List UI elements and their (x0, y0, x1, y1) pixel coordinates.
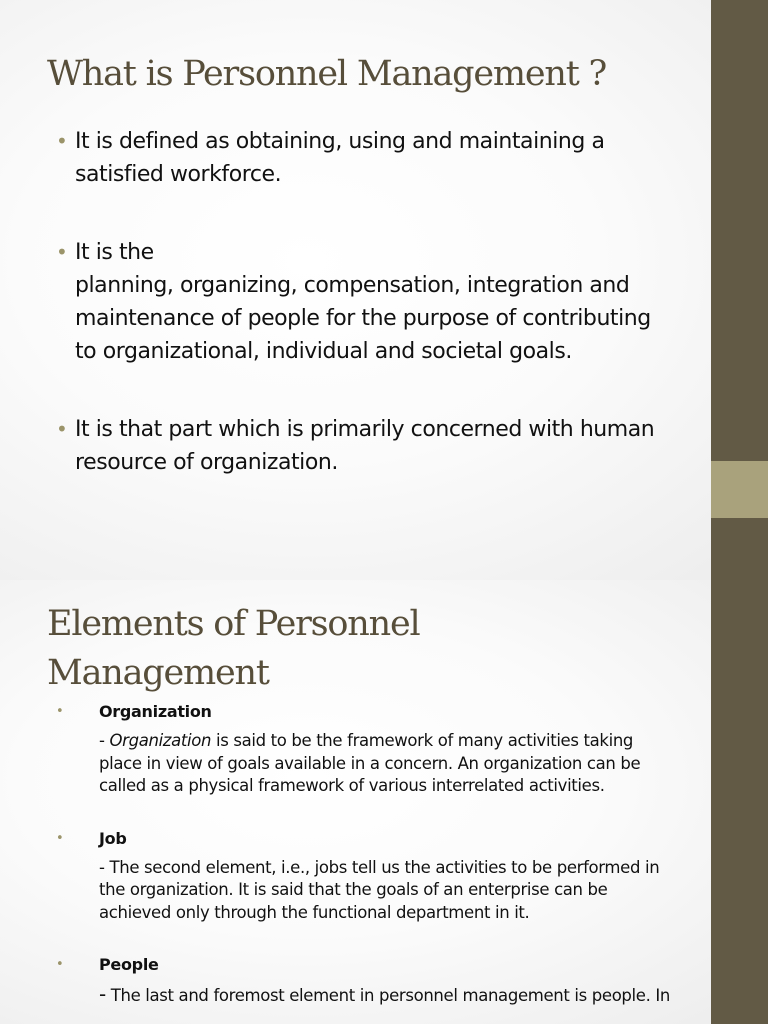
bullet-item (56, 413, 756, 479)
slide-title-line: Management (47, 653, 269, 693)
desc-line: called as a physical framework of various interrelated activities. (99, 776, 605, 795)
desc-prefix: - (99, 731, 110, 750)
element-heading: Organization (99, 702, 212, 721)
bullet-line: It is defined as obtaining, using and maintaining a (75, 129, 605, 154)
desc-line: is said to be the framework of many activities taking (211, 731, 634, 750)
element-description (99, 983, 756, 1008)
bullet-icon: • (56, 417, 68, 441)
element-heading: People (99, 955, 159, 974)
bullet-line: It is that part which is primarily concerned with human (75, 417, 655, 442)
bullet-line: maintenance of people for the purpose of contributing (75, 306, 651, 331)
element-description (99, 857, 756, 925)
bullet-icon: • (56, 830, 64, 846)
bullet-line: to organizational, individual and societal goals. (75, 339, 572, 364)
bullet-icon: • (56, 957, 64, 972)
element-item-people (56, 953, 756, 1008)
desc-line: - The second element, i.e., jobs tell us the activities to be performed in (99, 857, 660, 877)
slide-title (47, 600, 419, 698)
bullet-icon: • (56, 240, 68, 264)
bullet-icon: • (56, 704, 64, 719)
elements-list (56, 700, 756, 1024)
bullet-line: planning, organizing, compensation, integration and (75, 273, 630, 298)
desc-dash: - (99, 982, 106, 1006)
bullet-line: It is the (75, 240, 154, 265)
desc-line: the organization. It is said that the goals of an enterprise can be (99, 880, 608, 899)
bullet-line: satisfied workforce. (75, 162, 282, 187)
element-description (99, 730, 756, 798)
desc-line: place in view of goals available in a concern. An organization can be (99, 753, 641, 773)
slide-title-line: Elements of Personnel (47, 604, 420, 644)
desc-line: The last and foremost element in personnel management is people. In (105, 986, 671, 1005)
desc-line: achieved only through the functional department in it. (99, 902, 530, 922)
desc-italic-term: Organization (109, 731, 212, 750)
slide-title: What is Personnel Management ? (47, 54, 607, 94)
element-item-job (56, 827, 756, 925)
bullet-item (56, 236, 756, 368)
bullet-list (56, 125, 756, 524)
element-item-organization (56, 700, 756, 798)
element-heading: Job (99, 828, 127, 848)
bullet-line: resource of organization. (75, 450, 338, 475)
bullet-item (56, 125, 756, 191)
slide-elements (0, 580, 768, 1024)
bullet-icon: • (56, 129, 68, 153)
